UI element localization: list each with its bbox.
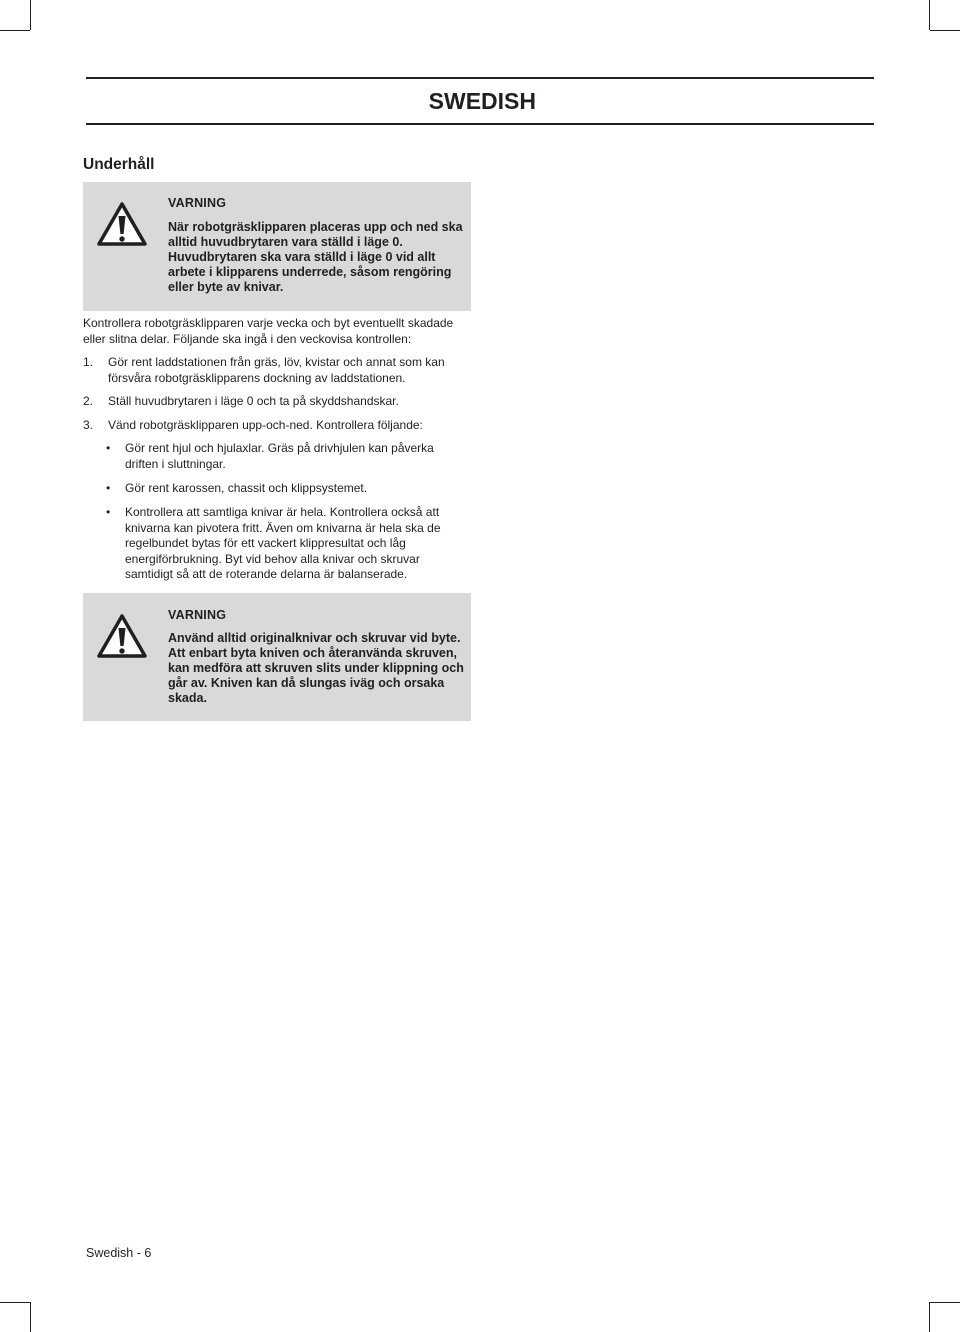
crop-mark-top-right-h (930, 30, 960, 31)
bullet-text: Gör rent karossen, chassit och klippsystemet. (125, 481, 368, 495)
bullet-mark: • (106, 481, 111, 495)
section-title: Underhåll (83, 156, 155, 173)
crop-mark-bottom-left-h (0, 1302, 30, 1303)
list-text: Ställ huvudbrytaren i läge 0 och ta på skyddshandskar. (108, 394, 399, 408)
header-top-rule (86, 77, 874, 79)
crop-mark-top-right (929, 0, 930, 30)
bullet-mark: • (106, 441, 111, 455)
list-text: Vänd robotgräsklipparen upp-och-ned. Kontrollera följande: (108, 418, 423, 432)
list-number: 1. (83, 355, 94, 369)
crop-mark-top-left-h (0, 30, 30, 31)
list-text: Gör rent laddstationen från gräs, löv, kvistar och annat som kan försvåra robotgräsklipparens dockning av laddstationen. (108, 355, 445, 385)
intro-paragraph: Kontrollera robotgräsklipparen varje vecka och byt eventuellt skadade eller slitna delar. Följande ska ingå i den veckovisa kontrollen: (83, 316, 454, 346)
warning-text: Använd alltid originalknivar och skruvar vid byte. Att enbart byta kniven och återanvända skruven, kan medföra att skruven slits under klippning och går av. Kniven kan då slungas iväg och orsaka skada. (168, 631, 464, 705)
bullet-mark: • (106, 505, 111, 519)
warning-text: När robotgräsklipparen placeras upp och ned ska alltid huvudbrytaren vara ställd i läge 0. Huvudbrytaren ska vara ställd i läge 0 vid allt arbete i klipparens underrede, såsom rengöring eller byte av knivar. (168, 220, 463, 294)
warning-box-1 (83, 182, 471, 311)
bullet-text: Kontrollera att samtliga knivar är hela. Kontrollera också att knivarna kan pivotera fritt. Även om knivarna är hela ska de regelbundet bytas för ett vackert klippresultat och låg energiförbrukning. Byt vid behov alla knivar och skruvar samtidigt så att de roterande delarna är balanserade. (125, 505, 441, 581)
crop-mark-top-left (30, 0, 31, 30)
warning-box-2 (83, 593, 471, 721)
crop-mark-bottom-left (30, 1302, 31, 1332)
header-bottom-rule (86, 123, 874, 125)
bullet-text: Gör rent hjul och hjulaxlar. Gräs på drivhjulen kan påverka driften i sluttningar. (125, 441, 434, 471)
warning-title: VARNING (168, 196, 227, 210)
page-footer: Swedish - 6 (86, 1246, 152, 1260)
list-number: 3. (83, 418, 94, 432)
warning-title: VARNING (168, 608, 227, 622)
crop-mark-bottom-right-h (930, 1302, 960, 1303)
warning-triangle-icon (96, 201, 148, 247)
crop-mark-bottom-right (929, 1302, 930, 1332)
language-header: SWEDISH (428, 88, 536, 114)
list-number: 2. (83, 394, 94, 408)
warning-triangle-icon (96, 613, 148, 659)
